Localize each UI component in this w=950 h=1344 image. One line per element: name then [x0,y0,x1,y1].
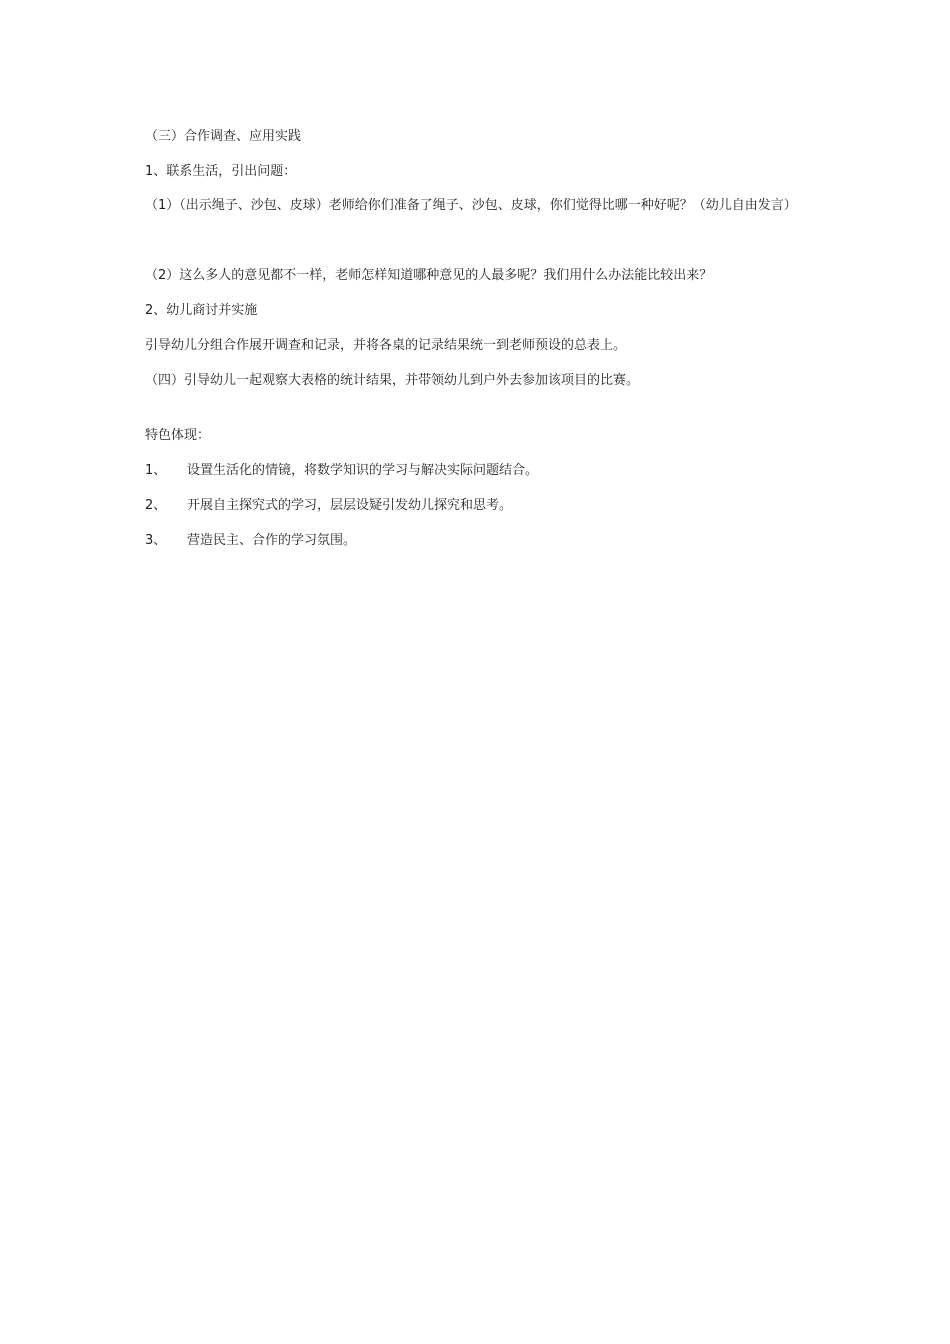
feature-item-1 [145,462,538,480]
feature-text: 营造民主、合作的学习氛围。 [187,533,357,548]
item-1-subitem-2: （2）这么多人的意见都不一样，老师怎样知道哪种意见的人最多呢？我们用什么办法能比较出来？ [145,268,713,283]
feature-number: 1、 [145,463,167,478]
feature-item-2 [145,497,512,515]
feature-number: 3、 [145,533,167,548]
feature-number: 2、 [145,498,167,513]
section-4-paragraph: （四）引导幼儿一起观察大表格的统计结果，并带领幼儿到户外去参加该项目的比赛。 [145,373,640,388]
feature-text: 开展自主探究式的学习，层层设疑引发幼儿探究和思考。 [187,498,513,513]
item-1-heading: 1、联系生活，引出问题： [145,164,297,179]
item-2-body: 引导幼儿分组合作展开调查和记录，并将各桌的记录结果统一到老师预设的总表上。 [145,338,627,353]
item-1-subitem-1: （1）（出示绳子、沙包、皮球）老师给你们准备了绳子、沙包、皮球，你们觉得比哪一种好呢？（幼儿自由发言） [145,198,797,213]
feature-item-3 [145,532,356,550]
item-2-heading: 2、幼儿商讨并实施 [145,303,258,318]
section-3-heading: （三）合作调查、应用实践 [145,129,302,144]
features-heading: 特色体现： [145,428,211,443]
feature-text: 设置生活化的情镜，将数学知识的学习与解决实际问题结合。 [187,463,539,478]
